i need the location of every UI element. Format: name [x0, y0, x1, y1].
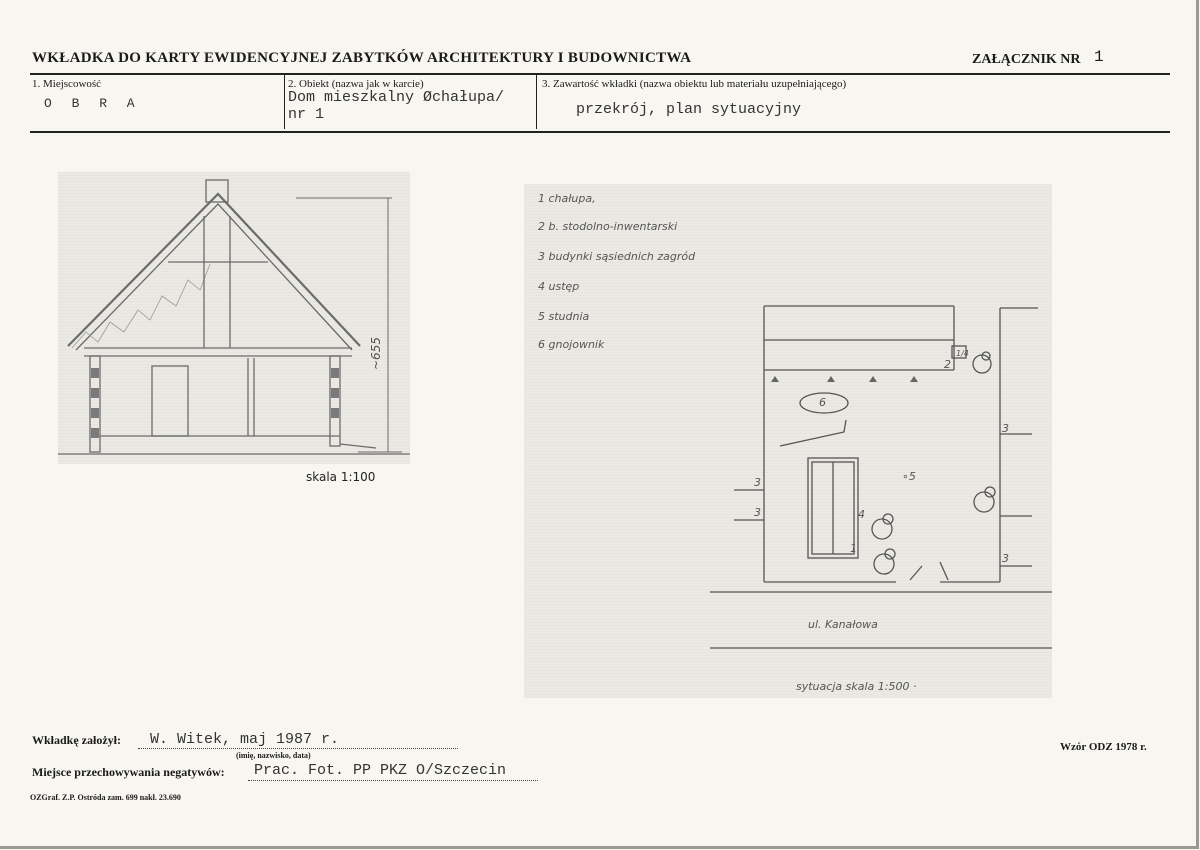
header-rule-bottom — [30, 131, 1170, 133]
street-name: ul. Kanałowa — [808, 618, 878, 631]
wall-blocks — [91, 368, 339, 438]
legend-item-1: 1 chałupa, — [538, 192, 596, 205]
label-1-4: 1/4 — [956, 349, 969, 358]
storage-label: Miejsce przechowywania negatywów: — [32, 765, 225, 779]
gate-right — [940, 562, 948, 580]
field-separator-1 — [284, 75, 285, 129]
object-label: 2. Obiekt (nazwa jak w karcie) — [288, 78, 424, 90]
content-label: 3. Zawartość wkładki (nazwa obiektu lub materiału uzupełniającego) — [542, 78, 847, 90]
tree-2 — [874, 554, 894, 574]
header-rule-top — [30, 73, 1170, 75]
yard-path — [780, 420, 846, 446]
locality-label: 1. Miejscowość — [32, 78, 102, 90]
site-plan-photo — [524, 184, 1052, 698]
ground-step — [340, 444, 376, 448]
storage-value: Prac. Fot. PP PKZ O/Szczecin — [254, 762, 507, 779]
annex-label: ZAŁĄCZNIK NR — [972, 52, 1081, 67]
created-by-value: W. Witek, maj 1987 r. — [150, 731, 340, 748]
label-3-left-bottom: 3 — [754, 506, 761, 519]
created-by-label: Wkładkę założył: — [32, 733, 121, 747]
form-code: Wzór ODZ 1978 r. — [1060, 741, 1147, 753]
height-dimension: ~655 — [369, 337, 383, 370]
label-6: 6 — [819, 396, 826, 409]
section-drawing — [58, 172, 410, 464]
label-3-right-top: 3 — [1002, 422, 1009, 435]
section-drawing-photo — [58, 172, 410, 464]
tree-4 — [974, 492, 994, 512]
label-3-right-bottom: 3 — [1002, 552, 1009, 565]
gate-left — [910, 566, 922, 580]
created-by-line — [138, 748, 458, 749]
object-value-line1: Dom mieszkalny Øchałupa/ — [288, 89, 505, 106]
legend-item-3: 3 budynki sąsiednich zagród — [538, 250, 696, 263]
content-value: przekrój, plan sytuacyjny — [576, 101, 802, 118]
printer-info: OZGraf. Z.P. Ostróda zam. 699 nakł. 23.690 — [30, 793, 181, 802]
site-plan-scale: sytuacja skala 1:500 · — [796, 680, 917, 693]
annex-number: 1 — [1094, 48, 1104, 66]
object-value-line2: nr 1 — [288, 106, 325, 123]
roof-inner-line — [76, 204, 352, 350]
label-5: ∘5 — [902, 470, 916, 483]
label-1: 1 — [850, 542, 857, 555]
created-by-hint: (imię, nazwisko, data) — [236, 751, 311, 760]
locality-value: O B R A — [44, 96, 141, 111]
tree-1 — [872, 519, 892, 539]
label-3-left-top: 3 — [754, 476, 761, 489]
label-4: 4 — [858, 508, 865, 521]
section-scale: skala 1:100 — [306, 470, 376, 484]
card-title: WKŁADKA DO KARTY EWIDENCYJNEJ ZABYTKÓW ARCHITEKTURY I BUDOWNICTWA — [32, 50, 692, 66]
site-plan — [524, 184, 1052, 698]
field-separator-2 — [536, 75, 537, 129]
legend-item-2: 2 b. stodolno-inwentarski — [538, 220, 678, 233]
legend-item-5: 5 studnia — [538, 310, 590, 323]
legend-item-4: 4 ustęp — [538, 280, 580, 293]
legend-item-6: 6 gnojownik — [538, 338, 605, 351]
storage-line — [248, 780, 538, 781]
label-2: 2 — [944, 358, 951, 371]
thatch-texture — [72, 264, 210, 348]
chimney — [206, 180, 228, 202]
door — [152, 366, 188, 436]
